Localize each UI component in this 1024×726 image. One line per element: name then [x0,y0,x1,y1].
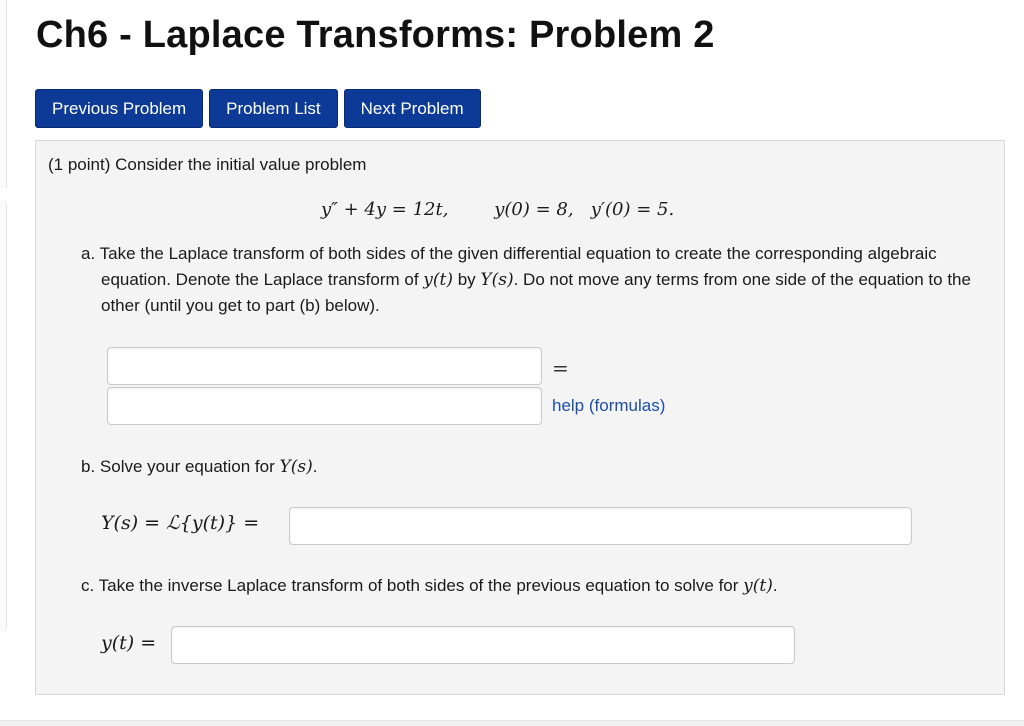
part-a-text-by: by [452,270,481,289]
page-title: Ch6 - Laplace Transforms: Problem 2 [36,14,715,56]
part-a-text-2: . Do not move any terms from one side of the equation to the other (until you get to part (b) below). [101,270,971,315]
initial-value-equation: y″ + 4y = 12t, y(0) = 8, y′(0) = 5. [321,199,675,220]
problem-intro: (1 point) Consider the initial value problem [48,155,367,174]
part-a-right-side-input[interactable] [107,387,542,425]
part-a-text-1: Take the Laplace transform of both sides of the given differential equation to create the corresponding algebraic equation. Denote the Laplace transform of [99,244,937,289]
part-c-yt-input[interactable] [171,626,795,664]
part-c-end: . [772,576,778,595]
problem-navigation [35,89,481,128]
part-a-y-of-t: y(t) [423,270,453,290]
part-a-instructions [81,241,996,319]
problem-list-button[interactable]: Problem List [209,89,337,128]
help-formulas-link[interactable]: help (formulas) [552,396,666,415]
part-c-answer-label: y(t) = [101,632,157,654]
part-b-Ys-input[interactable] [289,507,912,545]
left-edge-panel-lower [0,200,7,632]
left-edge-panel [0,0,7,188]
part-b-instructions [81,454,317,480]
part-c-label: c. [81,576,95,595]
part-a-Y-of-s: Y(s) [480,270,514,290]
part-b-end: . [312,457,318,476]
part-a-left-side-input[interactable] [107,347,542,385]
next-problem-button[interactable]: Next Problem [344,89,481,128]
part-c-y-of-t: y(t) [743,576,773,596]
part-c-instructions [81,573,778,599]
part-c-text: Take the inverse Laplace transform of both sides of the previous equation to solve for [98,576,744,595]
part-b-label: b. [81,457,96,476]
part-b-Y-of-s: Y(s) [279,457,313,477]
part-b-answer-label: Y(s) = ℒ{y(t)} = [101,512,260,534]
equals-sign: = [552,356,569,380]
part-b-text: Solve your equation for [99,457,280,476]
problem-body [35,140,1005,695]
bottom-edge [0,720,1024,726]
previous-problem-button[interactable]: Previous Problem [35,89,203,128]
part-a-label: a. [81,244,96,263]
